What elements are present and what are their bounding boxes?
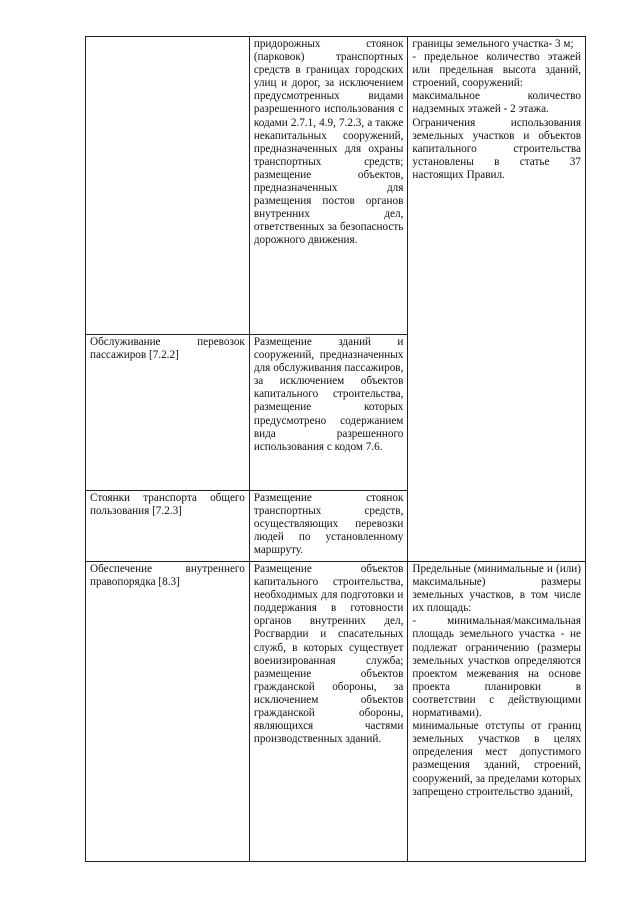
parameters-cell [408, 562, 586, 862]
table-row [86, 562, 586, 862]
parameter-line: минимальные отступы от границ земельных участков в целях определения мест допустимого размещения зданий, строений, сооружений, за пределами которых запрещено строительство зданий, [412, 720, 581, 798]
parameter-line: - предельное количество этажей или предельная высота зданий, строений, сооружений: [412, 51, 581, 90]
parameter-line: границы земельного участка- 3 м; [412, 38, 574, 50]
use-type-cell [86, 37, 250, 335]
use-description-cell: придорожных стоянок (парковок) транспортных средств в границах городских улиц и дорог, за исключением предусмотренных видами разрешенного использования с кодами 2.7.1, 4.9, 7.2.3, а также некапитальных сооружений, предназначенных для охраны транспортных средств; размещение объектов, предназначенных для размещения постов органов внутренних дел, ответственных за безопасность дорожного движения. [249, 37, 408, 335]
use-description-cell: Размещение стоянок транспортных средств, осуществляющих перевозки людей по установленному маршруту. [249, 491, 408, 562]
use-type-cell: Стоянки транспорта общего пользования [7.2.3] [86, 491, 250, 562]
parameter-line: Ограничения использования земельных участков и объектов капитального строительства установлены в статье 37 настоящих Правил. [412, 116, 581, 181]
parameter-line: Предельные (минимальные и (или) максимальные) размеры земельных участков, в том числе их площадь: [412, 563, 581, 615]
table-row [86, 37, 586, 335]
parameter-line: - минимальная/максимальная площадь земельного участка - не подлежат ограничению (размеры земельных участков определяются проектом межевания на основе проекта планировки в соответствии с действующими нормативами). [412, 615, 581, 720]
regulations-table [85, 36, 586, 862]
use-type-cell: Обслуживание перевозок пассажиров [7.2.2] [86, 335, 250, 491]
use-description-cell: Размещение объектов капитального строительства, необходимых для подготовки и поддержания в готовности органов внутренних дел, Росгвардии и спасательных служб, в которых существует военизированная служба; размещение объектов гражданской обороны, за исключением объектов гражданской обороны, являющихся частями производственных зданий. [249, 562, 408, 862]
use-description-cell: Размещение зданий и сооружений, предназначенных для обслуживания пассажиров, за исключением объектов капитального строительства, размещение которых предусмотрено содержанием вида разрешенного использования с кодом 7.6. [249, 335, 408, 491]
parameter-line: максимальное количество надземных этажей - 2 этажа. [412, 90, 581, 116]
parameters-cell [408, 37, 586, 562]
use-type-cell: Обеспечение внутреннего правопорядка [8.3] [86, 562, 250, 862]
